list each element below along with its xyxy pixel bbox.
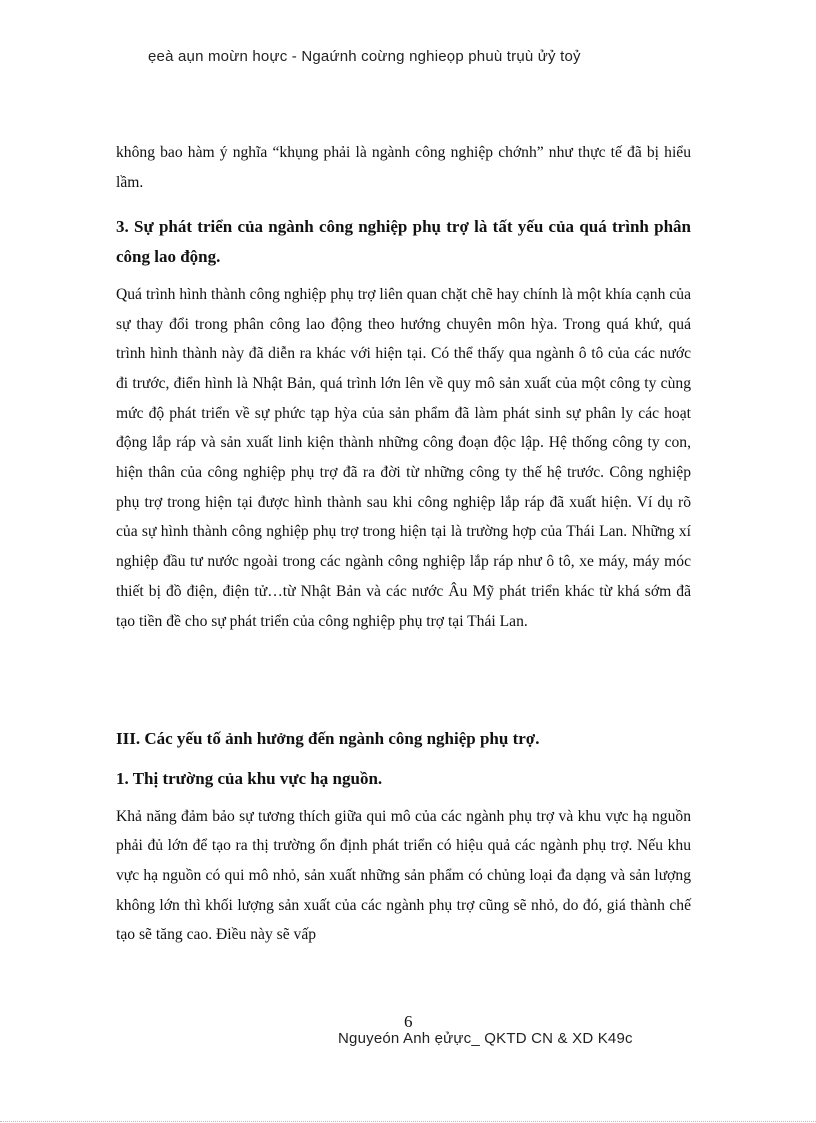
- heading-section-III: III. Các yếu tố ảnh hưởng đến ngành công nghiệp phụ trợ.: [116, 729, 540, 749]
- paragraph-subsection-1: Khả năng đảm bảo sự tương thích giữa qui mô của các ngành phụ trợ và khu vực hạ nguồn phải đủ lớn để tạo ra thị trường ổn định phát triển có hiệu quả các ngành phụ trợ. Nếu khu vực hạ nguồn có qui mô nhỏ, sản xuất những sản phẩm có chủng loại đa dạng và sản lượng không lớn thì khối lượng sản xuất của các ngành phụ trợ cũng sẽ nhỏ, do đó, giá thành chế tạo sẽ tăng cao. Điều này sẽ vấp: [116, 807, 691, 944]
- page-footer: Nguyeón Anh ẹửực_ QKTD CN & XD K49c: [338, 1030, 633, 1047]
- paragraph-section-3: Quá trình hình thành công nghiệp phụ trợ liên quan chặt chẽ hay chính là một khía cạnh của sự thay đổi trong phân công lao động theo hướng chuyên môn hỳa. Trong quá khứ, quá trình hình thành này đã diễn ra khác với hiện tại. Có thể thấy qua ngành ô tô của các nước đi trước, điển hình là Nhật Bản, quá trình lớn lên về quy mô sản xuất của một công ty cùng mức độ phát triển về sự phức tạp hỳa của sản phẩm đã làm phát sinh sự phân ly các hoạt động lắp ráp và sản xuất linh kiện thành những công đoạn độc lập. Hệ thống công ty con, hiện thân của công nghiệp phụ trợ đã ra đời từ những công ty thế hệ trước. Công nghiệp phụ trợ trong hiện tại được hình thành sau khi công nghiệp lắp ráp đã xuất hiện. Ví dụ rõ của sự hình thành công nghiệp phụ trợ trong hiện tại là trường hợp của Thái Lan. Những xí nghiệp đầu tư nước ngoài trong các ngành công nghiệp lắp ráp như ô tô, xe máy, máy móc thiết bị đồ điện, điện tử…từ Nhật Bản và các nước Âu Mỹ phát triển khác từ khá sớm đã tạo tiền đề cho sự phát triển của công nghiệp phụ trợ tại Thái Lan.: [116, 285, 691, 630]
- page-bottom-divider: [0, 1121, 816, 1122]
- paragraph-intro: không bao hàm ý nghĩa “khụng phải là ngành công nghiệp chớnh” như thực tế đã bị hiểu lầm.: [116, 144, 691, 191]
- heading-section-3: 3. Sự phát triển của ngành công nghiệp phụ trợ là tất yếu của quá trình phân công lao động.: [116, 217, 691, 267]
- page-header: ẹeà aụn moừn hoực - Ngaứnh coừng nghieọp phuù trụù ửỷ toỷ: [148, 48, 581, 65]
- page-number: 6: [404, 1012, 413, 1031]
- document-body: [116, 138, 691, 950]
- heading-subsection-1: 1. Thị trường của khu vực hạ nguồn.: [116, 768, 383, 788]
